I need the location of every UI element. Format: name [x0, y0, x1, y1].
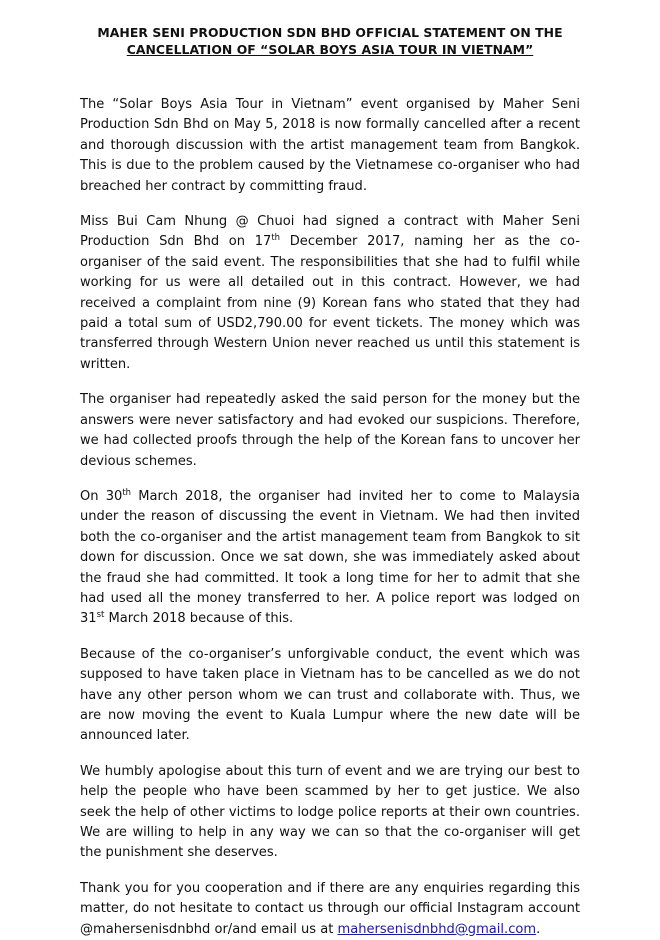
paragraph-meeting-text-middle: March 2018, the organiser had invited her to come to Malaysia under the reason of discussing the event in Vietnam. We had then invited both the co-organiser and the artist management team from Bangkok to sit down for discussion. Once we sat down, she was immediately asked about the fraud she had committed. It took a long time for her to admit that she had used all the money transferred to her. A police report was lodged on 31 [80, 488, 580, 627]
paragraph-suspicion: The organiser had repeatedly asked the said person for the money but the answers were never satisfactory and had evoked our suspicions. Therefore, we had collected proofs through the help of the Korean fans to uncover her devious schemes. [80, 392, 580, 469]
email-link[interactable]: mahersenisdnbhd@gmail.com [337, 921, 537, 937]
paragraph-apology: We humbly apologise about this turn of event and we are trying our best to help the people who have been scammed by her to get justice. We also seek the help of other victims to lodge police reports at their own countries. We are willing to help in any way we can so that the co-organiser will get the punishment she deserves. [80, 763, 580, 861]
paragraph-relocation: Because of the co-organiser’s unforgivable conduct, the event which was supposed to have taken place in Vietnam has to be cancelled as we do not have any other person whom we can trust and collaborate with. Thus, we are now moving the event to Kuala Lumpur where the new date will be announced later. [80, 646, 580, 744]
statement-body [80, 95, 580, 940]
title-line-1: MAHER SENI PRODUCTION SDN BHD OFFICIAL STATEMENT ON THE [97, 25, 563, 40]
paragraph-contract-text-end: December 2017, naming her as the co-organiser of the said event. The responsibilities that she had to fulfil while working for us were all detailed out in this contract. However, we had received a complaint from nine (9) Korean fans who stated that they had paid a total sum of USD2,790.00 for event tickets. The money which was transferred through Western Union never reached us until this statement is written. [80, 234, 580, 372]
paragraph-meeting-text-start: On 30 [80, 488, 123, 504]
ordinal-suffix: th [122, 487, 132, 498]
paragraph-contract-text-start: Miss Bui Cam Nhung @ Chuoi had signed a contract with Maher Seni Production Sdn Bhd on 17 [80, 214, 580, 250]
paragraph-contact [80, 879, 580, 940]
title-line-2: CANCELLATION OF “SOLAR BOYS ASIA TOUR IN VIETNAM” [126, 42, 534, 57]
paragraph-meeting-text-end: March 2018 because of this. [104, 611, 294, 627]
ordinal-suffix: th [271, 233, 281, 244]
paragraph-contact-text: Thank you for you cooperation and if there are any enquiries regarding this matter, do not hesitate to contact us through our official Instagram account @mahersenisdnbhd or/and email us at [80, 880, 580, 937]
paragraph-cancellation: The “Solar Boys Asia Tour in Vietnam” event organised by Maher Seni Production Sdn Bhd on May 5, 2018 is now formally cancelled after a recent and thorough discussion with the artist management team from Bangkok. This is due to the problem caused by the Vietnamese co-organiser who had breached her contract by committing fraud. [80, 97, 580, 194]
ordinal-suffix: st [96, 610, 105, 621]
statement-title [80, 0, 580, 58]
paragraph-contract [80, 212, 580, 375]
paragraph-contact-end: . [536, 921, 541, 937]
paragraph-meeting [80, 487, 580, 630]
